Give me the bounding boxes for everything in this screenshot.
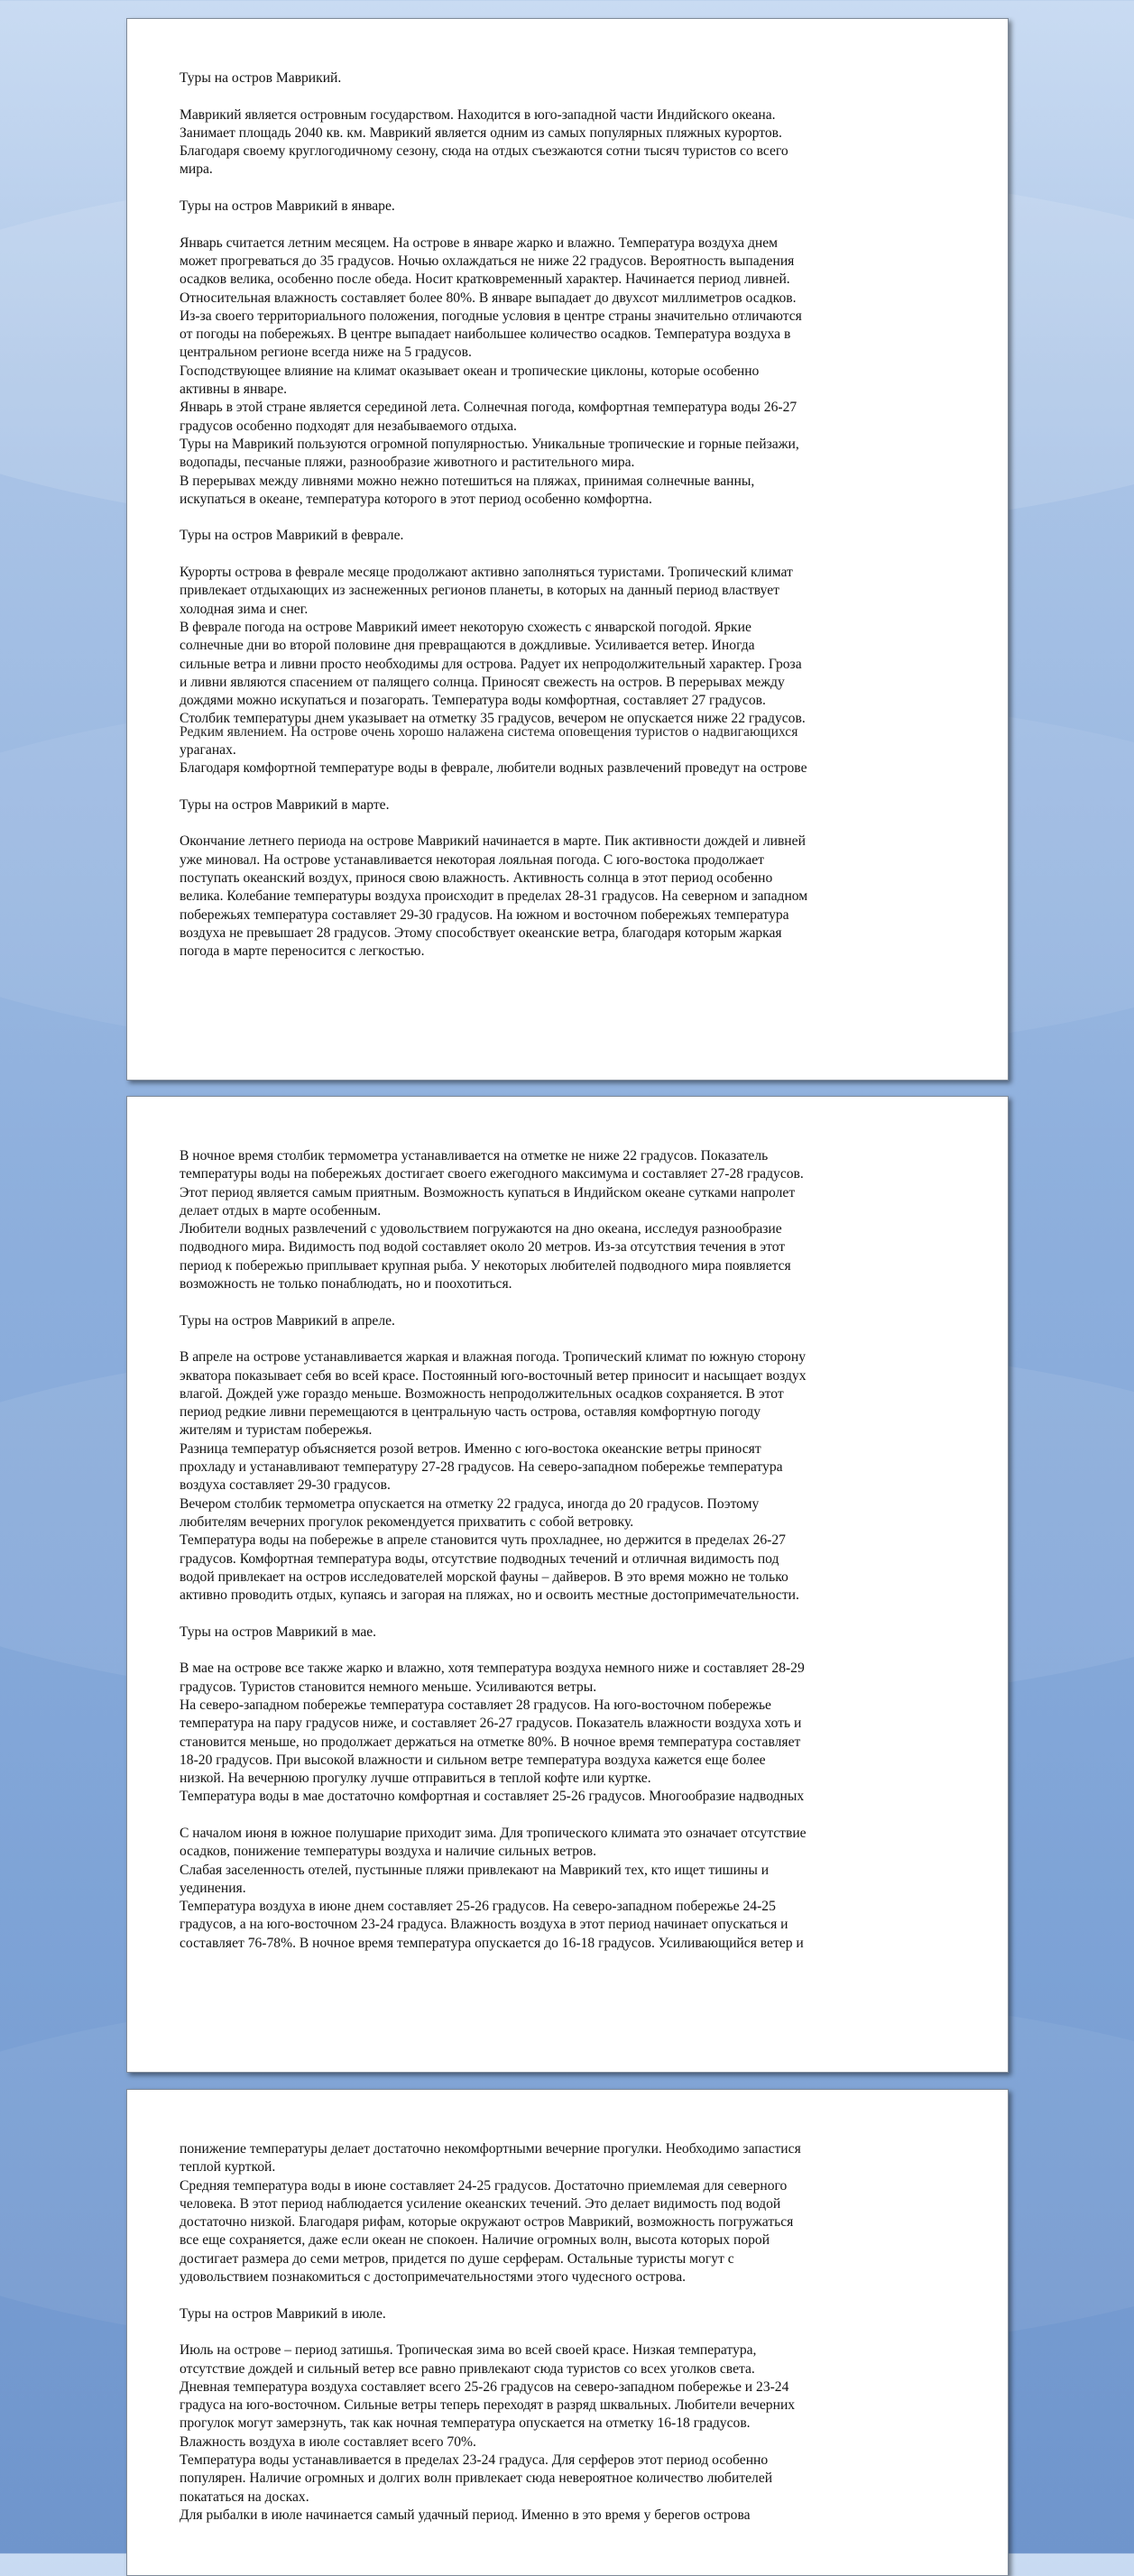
text-line: ураганах. [180, 741, 236, 758]
text-line: становится меньше, но продолжает держаться на отметке 80%. В ночное время температура составляет [180, 1734, 801, 1750]
blank-line [180, 87, 955, 106]
text-line: мира. [180, 161, 213, 178]
text-line: В мае на острове все также жарко и влажно, хотя температура воздуха немного ниже и составляет 28-29 [180, 1661, 805, 1677]
blank-line [180, 1330, 955, 1348]
text-line: Туры на остров Маврикий. [180, 70, 342, 86]
text-line: температуры воды на побережьях достигает своего ежегодного максимума и составляет 27-28 градусов. [180, 1166, 804, 1182]
text-line: В ночное время столбик термометра устанавливается на отметке не ниже 22 градусов. Показатель [180, 1148, 769, 1164]
text-line: от погоды на побережьях. В центре выпадает наибольшее количество осадков. Температура воздуха в [180, 327, 791, 343]
text-line: В феврале погода на острове Маврикий имеет некоторую схожесть с январской погодой. Яркие [180, 619, 751, 635]
text-line: Господствующее влияние на климат оказывает океан и тропические циклоны, которые особенно [180, 363, 760, 379]
text-line: сильные ветра и ливни просто необходимы для острова. Радует их непродолжительный характер. Гроза [180, 656, 802, 672]
blank-line [180, 509, 955, 527]
text-line: Благодаря комфортной температуре воды в феврале, любители водных развлечений проведут на острове [180, 760, 807, 777]
text-line: достигает размера до семи метров, придется по душе серферам. Остальные туристы могут с [180, 2250, 734, 2267]
text-line: составляет 76-78%. В ночное время температура опускается до 16-18 градусов. Усиливающийся ветер и [180, 1935, 804, 1951]
text-line: удовольствием познакомиться с достопримечательностями этого чудесного острова. [180, 2269, 687, 2286]
text-line: Туры на остров Маврикий в январе. [180, 198, 395, 215]
blank-line [180, 1642, 955, 1660]
text-line: уединения. [180, 1880, 246, 1896]
text-line: Влажность воздуха в июле составляет всего 70%. [180, 2433, 476, 2450]
document-page-1 [126, 18, 1009, 1081]
blank-line [180, 1605, 955, 1623]
text-line: все еще сохраняется, даже если океан не спокоен. Наличие огромных волн, высота которых порой [180, 2232, 770, 2249]
text-line: и ливни являются спасением от палящего солнца. Приносят свежесть на остров. В перерывах между [180, 674, 785, 690]
text-line: С началом июня в южное полушарие приходит зима. Для тропического климата это означает отсутствие [180, 1825, 807, 1841]
text-line: Для рыбалки в июле начинается самый удачный период. Именно в это время у берегов острова [180, 2507, 751, 2523]
text-line: дождями можно искупаться и позагорать. Температура воды комфортная, составляет 27 градусов. [180, 693, 766, 709]
text-line: активно проводить отдых, купаясь и загорая на пляжах, но и освоить местные достопримечательности. [180, 1587, 799, 1604]
text-line: любителям вечерних прогулок рекомендуется прихватить с собой ветровку. [180, 1513, 634, 1530]
text-line: На северо-западном побережье температура составляет 28 градусов. На юго-восточном побережье [180, 1697, 771, 1713]
text-line: Температура воды устанавливается в пределах 23-24 градуса. Для серферов этот период особенно [180, 2452, 769, 2469]
text-line: жителям и туристам побережья. [180, 1422, 373, 1439]
document-page-3 [126, 2089, 1009, 2576]
text-line: Редким явлением. На острове очень хорошо налажена система оповещения туристов о надвигающихся [180, 723, 798, 740]
text-line: Температура воздуха в июне днем составляет 25-26 градусов. На северо-западном побережье 24-25 [180, 1899, 776, 1915]
text-line: центральном регионе всегда ниже на 5 градусов. [180, 345, 472, 361]
text-line: градусов. Туристов становится немного меньше. Усиливаются ветры. [180, 1679, 597, 1695]
text-line: осадков велика, особенно после обеда. Носит кратковременный характер. Начинается период ливней. [180, 271, 790, 288]
blank-line [180, 179, 955, 198]
text-line: Январь считается летним месяцем. На острове в январе жарко и влажно. Температура воздуха днем [180, 235, 779, 251]
text-line: градусов особенно подходят для незабываемого отдыха. [180, 418, 517, 434]
text-line: Температура воды на побережье в апреле становится чуть прохладнее, но держится в пределах 26-27 [180, 1532, 786, 1549]
text-line: отсутствие дождей и сильный ветер все равно привлекают сюда туристов со всех уголков света. [180, 2360, 755, 2377]
text-line: осадков, понижение температуры воздуха и наличие сильных ветров. [180, 1844, 597, 1860]
text-line: градусов, а на юго-восточном 23-24 градуса. Влажность воздуха в этот период начинает опускаться и [180, 1917, 788, 1933]
text-line: прохладу и устанавливают температуру 27-28 градусов. На северо-западном побережье температура [180, 1459, 783, 1476]
blank-line [180, 778, 955, 796]
text-line: В апреле на острове устанавливается жаркая и влажная погода. Тропический климат по южную сторону [180, 1349, 806, 1366]
text-line: привлекает отдыхающих из заснеженных регионов планеты, в которых на данный период властвует [180, 583, 779, 599]
text-line: Разница температур объясняется розой ветров. Именно с юго-востока океанские ветры приносят [180, 1440, 761, 1457]
text-line: Занимает площадь 2040 кв. км. Маврикий является одним из самых популярных пляжных курортов. [180, 124, 782, 141]
text-line: Средняя температура воды в июне составляет 24-25 градусов. Достаточно приемлемая для северного [180, 2177, 788, 2194]
text-line: период к побережью приплывает крупная рыба. У некоторых любителей подводного мира появляется [180, 1257, 791, 1274]
text-line: понижение температуры делает достаточно некомфортными вечерние прогулки. Необходимо запастися [180, 2141, 801, 2157]
text-line: уже миновал. На острове устанавливается некоторая лояльная погода. С юго-востока продолжает [180, 851, 764, 868]
text-line: воздуха составляет 29-30 градусов. [180, 1477, 391, 1494]
text-line: солнечные дни во второй половине дня превращаются в дождливые. Усиливается ветер. Иногда [180, 638, 755, 654]
blank-line [180, 2323, 955, 2341]
text-line: прогулок могут замерзнуть, так как ночная температура опускается на отметку 16-18 градусов. [180, 2415, 751, 2432]
text-line: погода в марте переносится с легкостью. [180, 943, 425, 960]
text-line: подводного мира. Видимость под водой составляет около 20 метров. Из-за отсутствия течения в этот [180, 1239, 786, 1256]
text-line: Январь в этой стране является серединой лета. Солнечная погода, комфортная температура воды 26-27 [180, 400, 797, 416]
text-line: Курорты острова в феврале месяце продолжают активно заполняться туристами. Тропический климат [180, 565, 793, 581]
text-line: возможность не только понаблюдать, но и поохотиться. [180, 1276, 512, 1293]
text-line: Вечером столбик термометра опускается на отметку 22 градуса, иногда до 20 градусов. Поэтому [180, 1495, 760, 1512]
text-line: 18-20 градусов. При высокой влажности и сильном ветре температура воздуха кажется еще более [180, 1752, 766, 1768]
text-line: Дневная температура воздуха составляет всего 25-26 градусов на северо-западном побережье и 23-24 [180, 2378, 789, 2395]
text-line: поступать океанский воздух, принося свою влажность. Активность солнца в этот период особенно [180, 870, 773, 887]
text-line: Любители водных развлечений с удовольствием погружаются на дно океана, исследуя разнообразие [180, 1221, 782, 1237]
text-line: низкой. На вечернюю прогулку лучше отправиться в теплой кофте или куртке. [180, 1771, 651, 1787]
text-line: Температура воды в мае достаточно комфортная и составляет 25-26 градусов. Многообразие надводных [180, 1789, 805, 1805]
text-line: градусов. Комфортная температура воды, отсутствие подводных течений и отличная видимость под [180, 1550, 779, 1567]
document-page-2 [126, 1096, 1009, 2073]
blank-line [180, 1293, 955, 1311]
text-line: Из-за своего территориального положения, погодные условия в центре страны значительно отличаются [180, 308, 802, 324]
text-line: Туры на остров Маврикий в апреле. [180, 1312, 395, 1329]
blank-line [180, 216, 955, 234]
text-line: Окончание летнего периода на острове Маврикий начинается в марте. Пик активности дождей и ливней [180, 833, 806, 850]
text-line: водопады, песчаные пляжи, разнообразие животного и растительного мира. [180, 455, 635, 471]
blank-line [180, 546, 955, 564]
text-line: Столбик температуры днем указывает на отметку 35 градусов, вечером не опускается ниже 22 градусов. [180, 711, 806, 727]
text-line: В перерывах между ливнями можно нежно потешиться на пляжах, принимая солнечные ванны, [180, 473, 755, 489]
blank-line [180, 1807, 955, 1825]
blank-line [180, 814, 955, 833]
text-line: влагой. Дождей уже гораздо меньше. Возможность непродолжительных осадков сохраняется. В этот [180, 1385, 784, 1402]
text-line: теплой курткой. [180, 2159, 276, 2176]
text-line: экватора показывает себя во всей красе. Постоянный юго-восточный ветер приносит и насыщает воздух [180, 1367, 807, 1384]
text-line: градуса на юго-восточном. Сильные ветры теперь переходят в разряд шквальных. Любители вечерних [180, 2397, 796, 2414]
text-line: температура на пару градусов ниже, и составляет 26-27 градусов. Показатель влажности воздуха хоть и [180, 1716, 802, 1732]
text-line: Маврикий является островным государством. Находится в юго-западной части Индийского океана. [180, 106, 776, 123]
text-line: может прогреваться до 35 градусов. Ночью охлаждаться не ниже 22 градусов. Вероятность выпадения [180, 253, 795, 269]
text-line: холодная зима и снег. [180, 601, 309, 617]
text-line: покататься на досках. [180, 2489, 309, 2505]
text-line: велика. Колебание температуры воздуха происходит в пределах 28-31 градусов. На северном и западном [180, 888, 808, 905]
text-line: Туры на остров Маврикий в мае. [180, 1624, 377, 1640]
text-line: период редкие ливни перемещаются в центральную часть острова, оставляя комфортную погоду [180, 1404, 761, 1421]
text-line: Туры на Маврикий пользуются огромной популярностью. Уникальные тропические и горные пейзажи, [180, 436, 799, 452]
text-line: Слабая заселенность отелей, пустынные пляжи привлекают на Маврикий тех, кто ищет тишины и [180, 1862, 770, 1878]
text-line: Благодаря своему круглогодичному сезону, сюда на отдых съезжаются сотни тысяч туристов со всего [180, 143, 788, 160]
text-line: побережьях температура составляет 29-30 градусов. На южном и восточном побережьях температура [180, 906, 789, 923]
text-line: Этот период является самым приятным. Возможность купаться в Индийском океане сутками напролет [180, 1184, 796, 1201]
text-line: делает отдых в марте особенным. [180, 1202, 382, 1219]
text-line: достаточно низкой. Благодаря рифам, которые окружают остров Маврикий, возможность погружаться [180, 2214, 794, 2231]
text-line: активны в январе. [180, 382, 288, 398]
text-line: Туры на остров Маврикий в феврале. [180, 528, 404, 544]
text-line: воздуха не превышает 28 градусов. Этому способствует океанские ветра, благодаря которым жаркая [180, 925, 782, 941]
text-line: человека. В этот период наблюдается усиление океанских течений. Это делает видимость под водой [180, 2195, 781, 2212]
text-line: Туры на остров Маврикий в марте. [180, 796, 390, 813]
text-line: популярен. Наличие огромных и долгих волн привлекает сюда невероятное количество любителей [180, 2470, 773, 2487]
text-line: Относительная влажность составляет более 80%. В январе выпадает до двухсот миллиметров осадков. [180, 290, 797, 306]
text-line: Июль на острове – период затишья. Тропическая зима во всей своей красе. Низкая температура, [180, 2342, 757, 2359]
text-line: Туры на остров Маврикий в июле. [180, 2305, 386, 2322]
text-line: водой привлекает на остров исследователей морской фауны – дайверов. В это время можно не только [180, 1569, 788, 1585]
text-line: искупаться в океане, температура которого в этот период особенно комфортна. [180, 491, 652, 507]
blank-line [180, 2286, 955, 2305]
